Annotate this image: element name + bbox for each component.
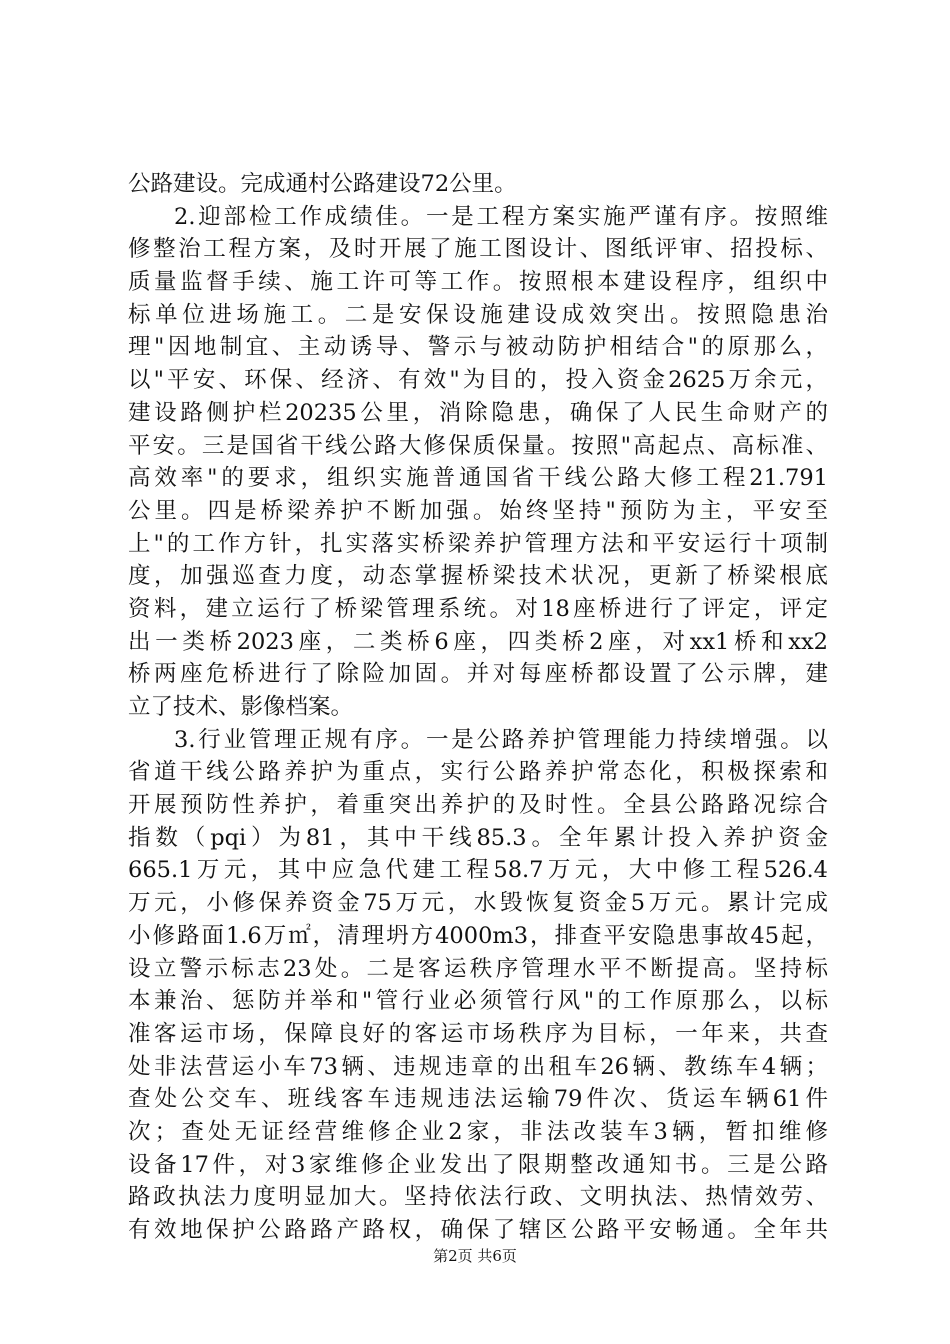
text-line: 设备17件，对3家维修企业发出了限期整改通知书。三是公路: [128, 1151, 828, 1178]
text-line: 立了技术、影像档案。: [128, 694, 354, 720]
text-line: 指数（pqi）为81，其中干线85.3。全年累计投入养护资金: [128, 824, 828, 851]
text-line: 质量监督手续、施工许可等工作。按照根本建设程序，组织中: [128, 269, 828, 296]
text-line: 高效率"的要求，组织实施普通国省干线公路大修工程21.791: [128, 465, 828, 492]
text-line: 公里。四是桥梁养护不断加强。始终坚持"预防为主，平安至: [128, 497, 828, 524]
text-line: 平安。三是国省干线公路大修保质保量。按照"高起点、高标准、: [128, 432, 828, 459]
text-line: 设立警示标志23处。二是客运秩序管理水平不断提高。坚持标: [128, 955, 828, 982]
text-line: 出一类桥2023座，二类桥6座，四类桥2座，对xx1桥和xx2: [128, 628, 828, 655]
text-line: 建设路侧护栏20235公里，消除隐患，确保了人民生命财产的: [128, 399, 828, 426]
text-line: 665.1万元，其中应急代建工程58.7万元，大中修工程526.4: [128, 857, 828, 884]
text-line: 上"的工作方针，扎实落实桥梁养护管理方法和平安运行十项制: [128, 530, 828, 557]
text-line: 处非法营运小车73辆、违规违章的出租车26辆、教练车4辆；: [128, 1053, 828, 1080]
text-line: 小修路面1.6万㎡，清理坍方4000m3，排查平安隐患事故45起，: [128, 922, 828, 949]
text-line: 度，加强巡查力度，动态掌握桥梁技术状况，更新了桥梁根底: [128, 563, 828, 590]
text-line: 理"因地制宜、主动诱导、警示与被动防护相结合"的原那么，: [128, 334, 828, 361]
text-line: 省道干线公路养护为重点，实行公路养护常态化，积极探索和: [128, 759, 828, 786]
text-line: 准客运市场，保障良好的客运市场秩序为目标，一年来，共查: [128, 1020, 828, 1047]
text-line: 2.迎部检工作成绩佳。一是工程方案实施严谨有序。按照维: [174, 203, 828, 230]
text-line: 修整治工程方案，及时开展了施工图设计、图纸评审、招投标、: [128, 236, 828, 263]
text-line: 公路建设。完成通村公路建设72公里。: [128, 171, 517, 197]
text-line: 开展预防性养护，着重突出养护的及时性。全县公路路况综合: [128, 792, 828, 819]
text-line: 万元，小修保养资金75万元，水毁恢复资金5万元。累计完成: [128, 890, 828, 917]
document-body: [128, 168, 828, 1247]
text-line: 标单位进场施工。二是安保设施建设成效突出。按照隐患治: [128, 301, 828, 328]
text-line: 次；查处无证经营维修企业2家，非法改装车3辆，暂扣维修: [128, 1118, 828, 1145]
text-line: 资料，建立运行了桥梁管理系统。对18座桥进行了评定，评定: [128, 595, 828, 622]
text-line: 本兼治、惩防并举和"管行业必须管行风"的工作原那么，以标: [128, 988, 828, 1015]
text-line: 路政执法力度明显加大。坚持依法行政、文明执法、热情效劳、: [128, 1184, 828, 1211]
text-line: 有效地保护公路路产路权，确保了辖区公路平安畅通。全年共: [128, 1217, 828, 1243]
text-line: 以"平安、环保、经济、有效"为目的，投入资金2625万余元，: [128, 367, 828, 394]
text-line: 3.行业管理正规有序。一是公路养护管理能力持续增强。以: [174, 726, 828, 753]
page-number-footer: 第2页 共6页: [433, 1247, 517, 1265]
text-line: 桥两座危桥进行了除险加固。并对每座桥都设置了公示牌，建: [128, 661, 828, 688]
text-line: 查处公交车、班线客车违规违法运输79件次、货运车辆61件: [128, 1086, 828, 1113]
